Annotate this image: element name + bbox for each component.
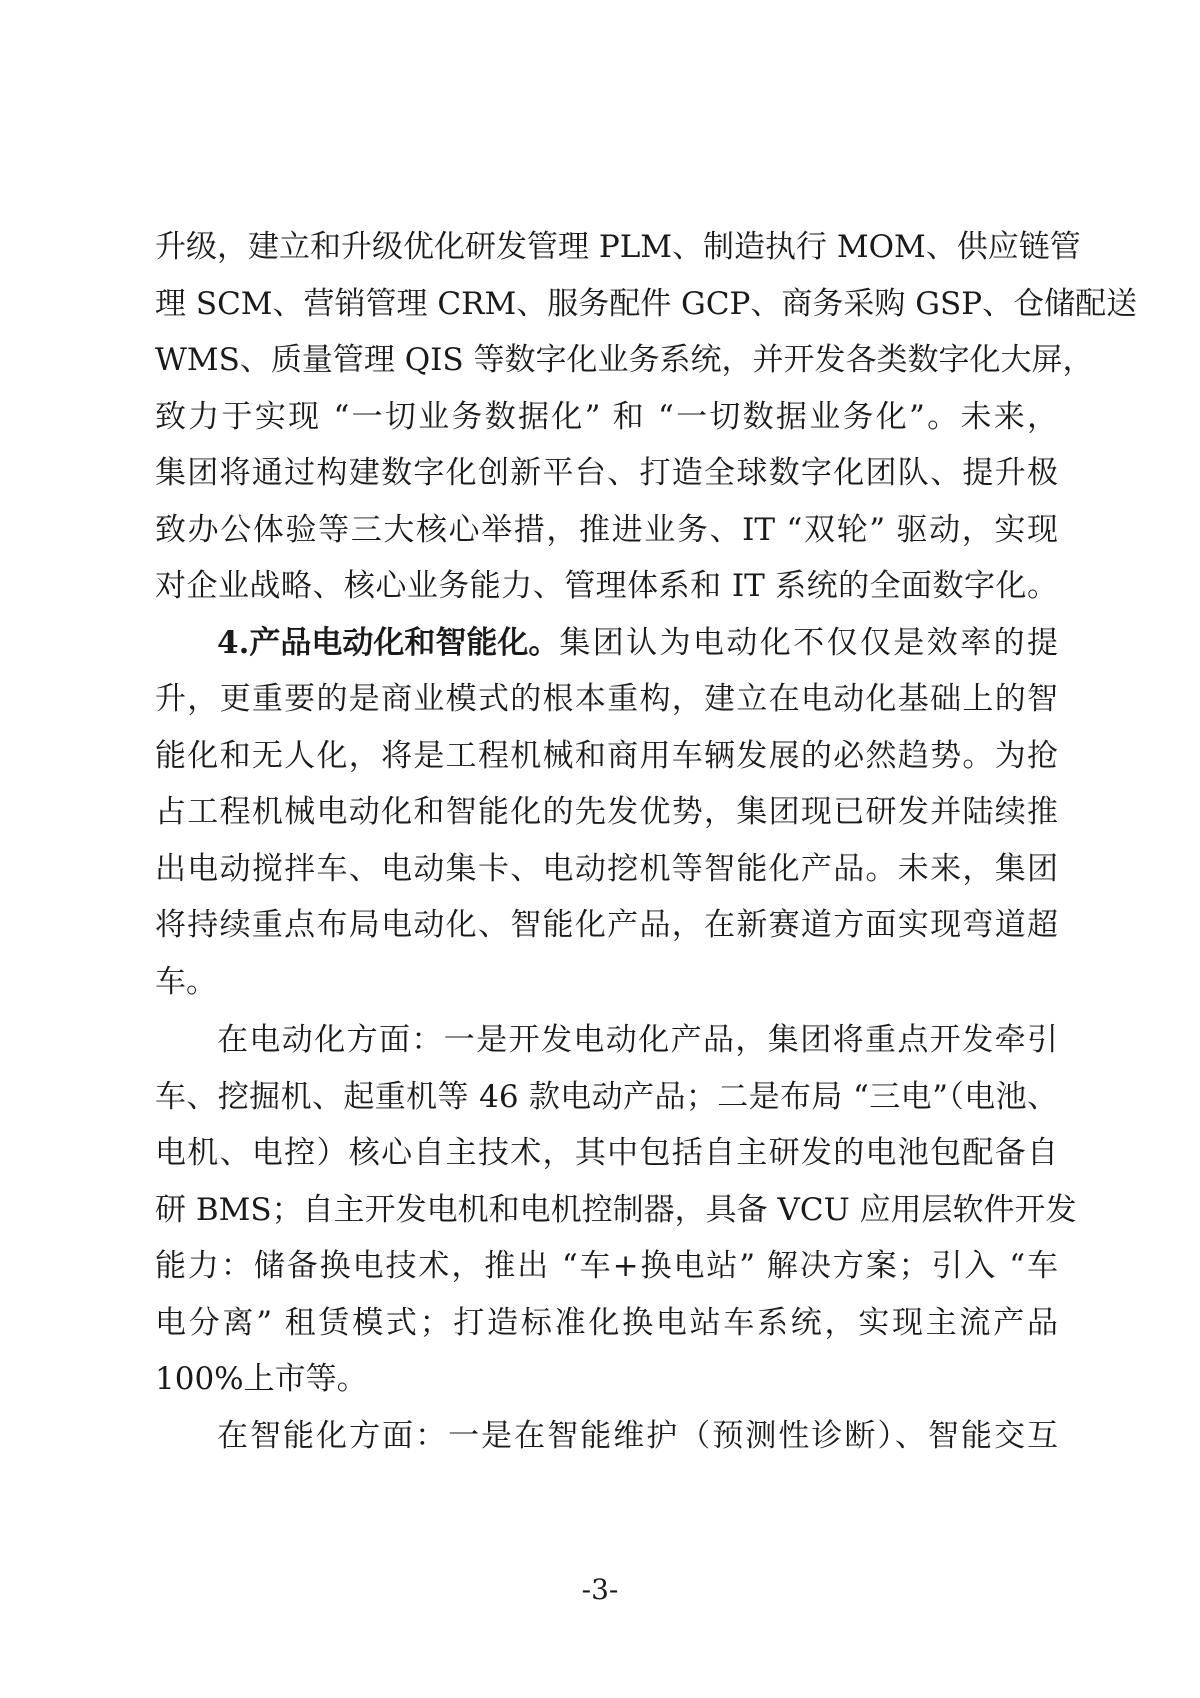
text-line: 100%上市等。 bbox=[155, 1361, 368, 1397]
section-heading: 4.产品电动化和智能化。 bbox=[217, 625, 560, 661]
text-line: 车、挖掘机、起重机等 46 款电动产品；二是布局 “三电”（电池、 bbox=[155, 1079, 1058, 1115]
text-line: 电机、电控）核心自主技术，其中包括自主研发的电池包配备自 bbox=[155, 1135, 1058, 1171]
text-line: 致办公体验等三大核心举措，推进业务、IT “双轮” 驱动，实现 bbox=[155, 512, 1058, 548]
text-line: 理 SCM、营销管理 CRM、服务配件 GCP、商务采购 GSP、仓储配送 bbox=[155, 286, 1138, 322]
text-line: 电分离” 租赁模式；打造标准化换电站车系统，实现主流产品 bbox=[155, 1305, 1058, 1341]
text-line: 在电动化方面：一是开发电动化产品，集团将重点开发牵引 bbox=[217, 1022, 1058, 1058]
text-line: 集团将通过构建数字化创新平台、打造全球数字化团队、提升极 bbox=[155, 455, 1058, 491]
text-line: 升，更重要的是商业模式的根本重构，建立在电动化基础上的智 bbox=[155, 681, 1058, 717]
text-line: 能化和无人化，将是工程机械和商用车辆发展的必然趋势。为抢 bbox=[155, 738, 1058, 774]
text-line: 集团认为电动化不仅仅是效率的提 bbox=[559, 625, 1058, 661]
section-heading-line bbox=[217, 623, 1058, 663]
text-line: 将持续重点布局电动化、智能化产品，在新赛道方面实现弯道超 bbox=[155, 907, 1058, 943]
text-line: 车。 bbox=[155, 964, 217, 1000]
text-line: 在智能化方面：一是在智能维护（预测性诊断）、智能交互 bbox=[217, 1418, 1058, 1454]
page-number: -3- bbox=[581, 1573, 619, 1606]
text-line: 能力：储备换电技术，推出 “车+换电站” 解决方案；引入 “车 bbox=[155, 1248, 1058, 1284]
text-line: 出电动搅拌车、电动集卡、电动挖机等智能化产品。未来，集团 bbox=[155, 851, 1058, 887]
text-line: 致力于实现 “一切业务数据化” 和 “一切数据业务化”。未来， bbox=[155, 399, 1058, 435]
text-line: 研 BMS；自主开发电机和电机控制器，具备 VCU 应用层软件开发 bbox=[155, 1192, 1077, 1228]
text-line: 占工程机械电动化和智能化的先发优势，集团现已研发并陆续推 bbox=[155, 794, 1058, 830]
text-line: 升级，建立和升级优化研发管理 PLM、制造执行 MOM、供应链管 bbox=[155, 229, 1081, 265]
text-line: WMS、质量管理 QIS 等数字化业务系统，并开发各类数字化大屏， bbox=[155, 342, 1094, 378]
text-line: 对企业战略、核心业务能力、管理体系和 IT 系统的全面数字化。 bbox=[155, 568, 1058, 604]
